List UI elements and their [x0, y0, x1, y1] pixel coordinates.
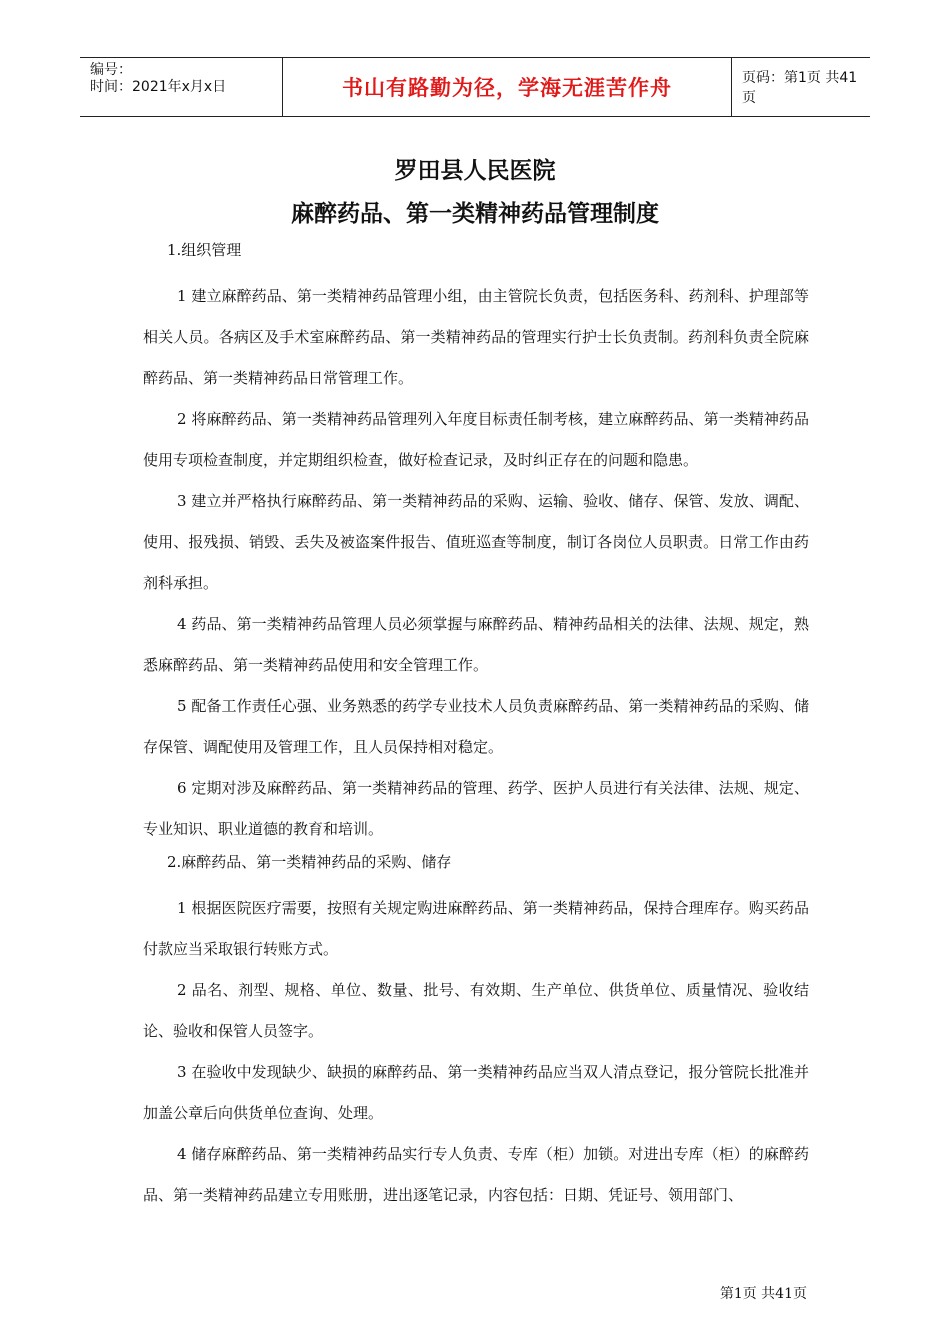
paragraph: 3 在验收中发现缺少、缺损的麻醉药品、第一类精神药品应当双人清点登记，报分管院长批准并加盖公章后向供货单位查询、处理。 — [143, 1063, 809, 1122]
paragraph: 6 定期对涉及麻醉药品、第一类精神药品的管理、药学、医护人员进行有关法律、法规、规定、专业知识、职业道德的教育和培训。 — [143, 779, 809, 838]
header-page-info: 页码：第1页 共41页 — [742, 70, 858, 106]
number-label: 编号： — [90, 62, 132, 78]
paragraph: 1 建立麻醉药品、第一类精神药品管理小组，由主管院长负责，包括医务科、药剂科、护理部等相关人员。各病区及手术室麻醉药品、第一类精神药品的管理实行护士长负责制。药剂科负责全院麻醉药品、第一类精神药品日常管理工作。 — [143, 287, 809, 387]
page-footer: 第1页 共41页 — [719, 1286, 807, 1302]
time-label: 时间：2021年x月x日 — [90, 79, 227, 95]
header-motto: 书山有路勤为径，学海无涯苦作舟 — [342, 76, 672, 100]
section-heading: 2.麻醉药品、第一类精神药品的采购、储存 — [167, 853, 452, 871]
paragraph: 2 将麻醉药品、第一类精神药品管理列入年度目标责任制考核，建立麻醉药品、第一类精神药品使用专项检查制度，并定期组织检查，做好检查记录，及时纠正存在的问题和隐患。 — [143, 410, 809, 469]
document-body — [143, 238, 809, 1216]
paragraph: 5 配备工作责任心强、业务熟悉的药学专业技术人员负责麻醉药品、第一类精神药品的采购、储存保管、调配使用及管理工作，且人员保持相对稳定。 — [143, 697, 809, 756]
section-heading: 1.组织管理 — [167, 241, 242, 259]
header-meta — [80, 58, 282, 116]
paragraph: 1 根据医院医疗需要，按照有关规定购进麻醉药品、第一类精神药品，保持合理库存。购买药品付款应当采取银行转账方式。 — [143, 899, 809, 958]
paragraph: 4 药品、第一类精神药品管理人员必须掌握与麻醉药品、精神药品相关的法律、法规、规定，熟悉麻醉药品、第一类精神药品使用和安全管理工作。 — [143, 615, 809, 674]
page-header — [80, 57, 870, 117]
hospital-title: 罗田县人民医院 — [394, 158, 556, 184]
document-title: 麻醉药品、第一类精神药品管理制度 — [291, 201, 659, 227]
paragraph: 3 建立并严格执行麻醉药品、第一类精神药品的采购、运输、验收、储存、保管、发放、调配、使用、报残损、销毁、丢失及被盗案件报告、值班巡查等制度，制订各岗位人员职责。日常工作由药剂科承担。 — [143, 492, 809, 592]
header-motto-cell — [282, 58, 732, 116]
paragraph: 4 储存麻醉药品、第一类精神药品实行专人负责、专库（柜）加锁。对进出专库（柜）的麻醉药品、第一类精神药品建立专用账册，进出逐笔记录，内容包括：日期、凭证号、领用部门、 — [143, 1145, 809, 1204]
paragraph: 2 品名、剂型、规格、单位、数量、批号、有效期、生产单位、供货单位、质量情况、验收结论、验收和保管人员签字。 — [143, 981, 809, 1040]
